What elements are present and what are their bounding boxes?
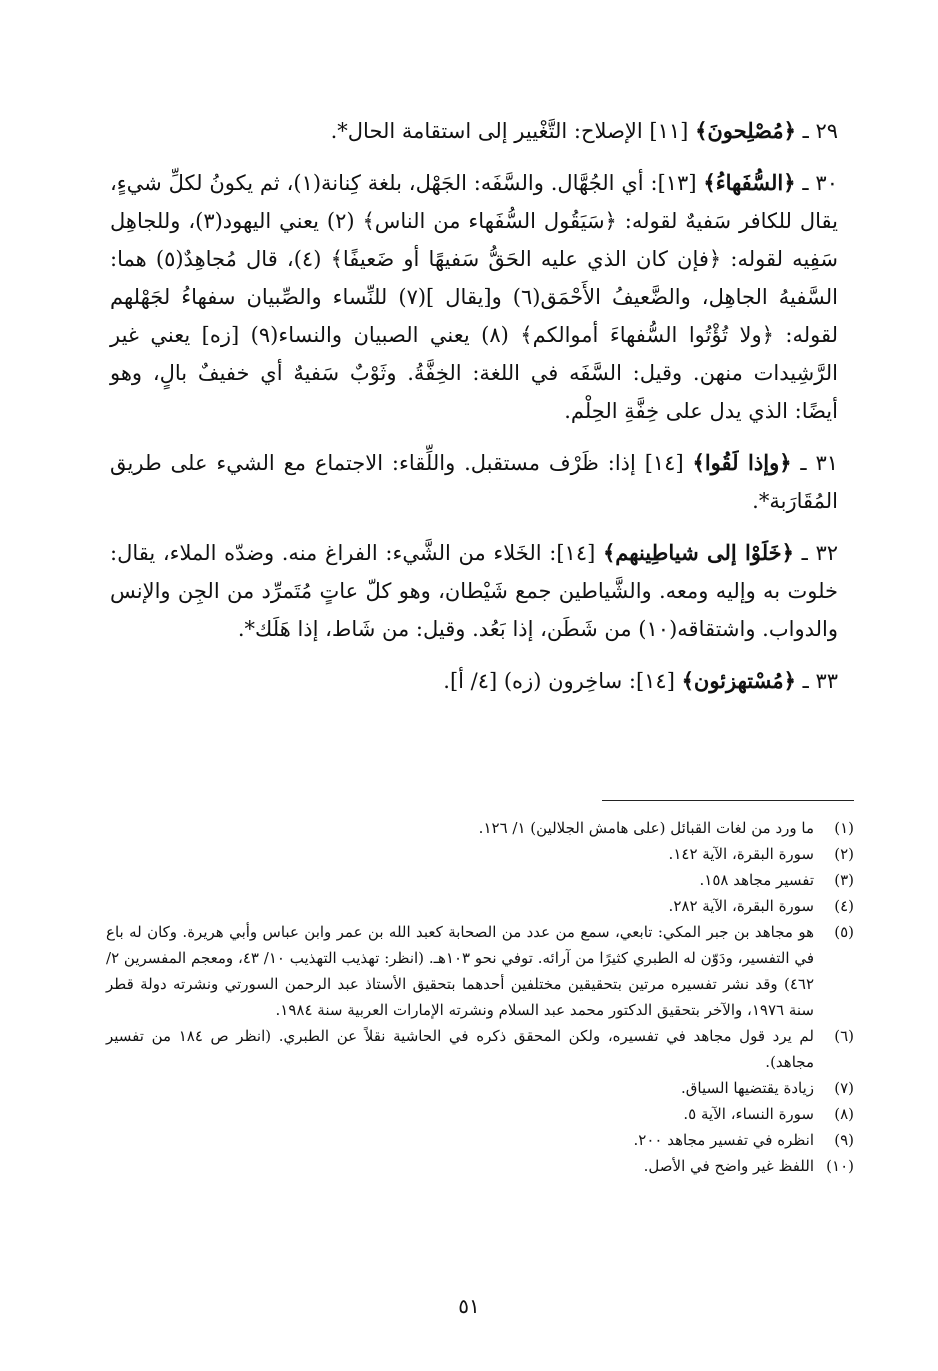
entry-29 — [110, 112, 838, 150]
page-number: ٥١ — [458, 1294, 480, 1318]
entry-term: ﴿السُّفَهاءُ﴾ — [703, 170, 796, 195]
entry-text: [١٤]: الخَلاء من الشَّيء: الفراغ منه. وضدّه الملاء، يقال: خلوت به وإليه ومعه. والشَّياطين جمع شَيْطان، وهو كلّ عاتٍ مُتَمرِّد من الجِن والإنس والدواب. واشتقاقه(١٠) من شَطَن، إذا بَعُد. وقيل: من شَاط، إذا هَلَك*. — [110, 541, 838, 641]
entry-number: ٣٢ ـ — [801, 541, 838, 565]
entry-33 — [110, 662, 838, 700]
entry-32 — [110, 534, 838, 648]
entry-term: ﴿وإذا لَقُوا﴾ — [692, 450, 792, 475]
footnote-text: زيادة يقتضيها السياق. — [681, 1079, 814, 1097]
footnote-text: لم يرد قول مجاهد في تفسيره، ولكن المحقق ذكره في الحاشية نقلاً عن الطبري. (انظر ص ١٨٤ من تفسير مجاهد). — [106, 1027, 814, 1071]
footnote-divider — [602, 800, 854, 801]
footnotes — [106, 815, 854, 1179]
footnote-text: ما ورد من لغات القبائل (على هامش الجلالين) ١/ ١٢٦. — [478, 819, 814, 837]
footnote-text: سورة البقرة، الآية ١٤٢. — [668, 845, 814, 863]
footnote-9 — [106, 1127, 854, 1153]
footnote-text: هو مجاهد بن جبر المكي: تابعي، سمع من عدد من الصحابة كعبد الله بن عمر وابن عباس وأبي هريرة. وكان له باع في التفسير، ودَوّن له الطبري كثيرًا من آرائه. توفي نحو ١٠٣هـ. (انظر: تهذيب التهذيب ١٠/ ٤٣، ومعجم المفسرين ٢/ ٤٦٢) وقد نشر تفسيره مرتين بتحقيقين مختلفين أحدهما بتحقيق الأستاذ عبد الرحمن السورتي ونشرته دولة قطر سنة ١٩٧٦، والآخر بتحقيق الدكتور محمد عبد السلام ونشرته الإمارات العربية سنة ١٩٨٤. — [106, 923, 814, 1019]
footnote-number: (٤) — [834, 897, 854, 915]
entry-31 — [110, 444, 838, 520]
footnote-5 — [106, 919, 854, 1023]
entry-number: ٣٣ ـ — [802, 669, 838, 693]
entry-text: [١٤] إذا: ظَرْف مستقبل. واللِّقاء: الاجتماع مع الشيء على طريق المُقَارَبة*. — [110, 451, 838, 513]
entry-term: ﴿مُسْتهزئون﴾ — [681, 668, 796, 693]
entry-text: [١١] الإصلاح: التَّغْيير إلى استقامة الحال*. — [330, 119, 689, 143]
footnote-2 — [106, 841, 854, 867]
footnote-7 — [106, 1075, 854, 1101]
footnote-number: (٦) — [834, 1027, 854, 1045]
footnote-number: (٧) — [834, 1079, 854, 1097]
footnote-text: تفسير مجاهد ١٥٨. — [699, 871, 814, 889]
footnote-8 — [106, 1101, 854, 1127]
footnote-text: سورة البقرة، الآية ٢٨٢. — [668, 897, 814, 915]
entry-term: ﴿خَلَوْا إلى شياطِينهم﴾ — [602, 540, 794, 565]
footnote-number: (١٠) — [826, 1157, 854, 1175]
footnote-number: (٢) — [834, 845, 854, 863]
entry-text: [١٣]: أي الجُهَّال. والسَّفَه: الجَهْل، بلغة كِنانة(١)، ثم يكونُ لكلِّ شيءٍ، يقال للكافر سَفيهٌ لقوله: ﴿سَيَقُول السُّفَهاء من الناس﴾ (٢) يعني اليهود(٣)، وللجاهِل سَفِيه لقوله: ﴿فإن كان الذي عليه الحَقُّ سَفيهًا أو ضَعيفًا﴾ (٤)، قال مُجاهِدٌ(٥) هما: السَّفيهُ الجاهِل، والضَّعيفُ الأَحْمَق(٦) و[يقال ](٧) للنِّساء والصِّبيان سفهاءُ لجَهْلهم لقوله: ﴿ولا تُؤْتُوا السُّفهاءَ أموالكم﴾ (٨) يعني الصبيان والنساء(٩) [زه] يعني غير الرَّشِيدات منهن. وقيل: السَّفَه في اللغة: الخِفَّةُ. وثَوْبٌ سَفيهٌ أي خفيفٌ بالٍ، وهو أيضًا: الذي يدل على خِفَّةِ الحِلْم. — [110, 171, 838, 423]
entry-number: ٣٠ ـ — [802, 171, 838, 195]
entry-number: ٢٩ ـ — [802, 119, 838, 143]
footnote-number: (١) — [834, 819, 854, 837]
footnote-number: (٥) — [834, 923, 854, 941]
entry-term: ﴿مُصْلِحونَ﴾ — [695, 118, 796, 143]
footnote-10 — [106, 1153, 854, 1179]
main-text — [110, 112, 838, 700]
footnote-number: (٣) — [834, 871, 854, 889]
entry-number: ٣١ ـ — [800, 451, 838, 475]
footnote-3 — [106, 867, 854, 893]
footnote-4 — [106, 893, 854, 919]
footnote-number: (٩) — [834, 1131, 854, 1149]
footnote-1 — [106, 815, 854, 841]
footnote-text: سورة النساء، الآية ٥. — [683, 1105, 814, 1123]
entry-text: [١٤]: ساخِرون (زه) [٤/ أ]. — [443, 669, 675, 693]
footnote-6 — [106, 1023, 854, 1075]
entry-30 — [110, 164, 838, 430]
footnote-number: (٨) — [834, 1105, 854, 1123]
footnote-text: انظره في تفسير مجاهد ٢٠٠. — [633, 1131, 814, 1149]
footnote-text: اللفظ غير واضح في الأصل. — [643, 1157, 814, 1175]
